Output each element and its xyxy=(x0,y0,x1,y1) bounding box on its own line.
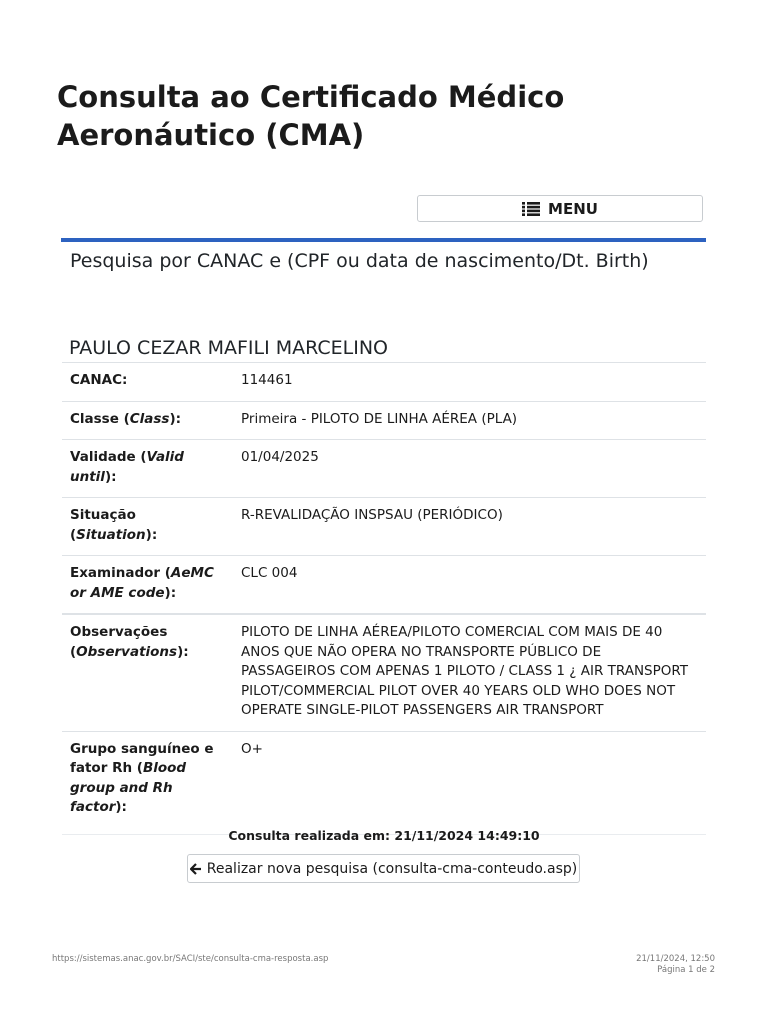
validade-value: 01/04/2025 xyxy=(233,440,706,498)
observacoes-label: Observações (Observations): xyxy=(62,614,233,731)
row-validade xyxy=(62,440,706,498)
search-heading: Pesquisa por CANAC e (CPF ou data de nascimento/Dt. Birth) xyxy=(70,250,649,272)
consult-timestamp: Consulta realizada em: 21/11/2024 14:49:10 xyxy=(228,828,540,843)
section-divider xyxy=(61,238,706,242)
row-classe xyxy=(62,401,706,440)
page-number: Página 1 de 2 xyxy=(657,965,715,975)
grupo-value: O+ xyxy=(233,731,706,834)
menu-button[interactable] xyxy=(417,195,703,222)
menu-label: MENU xyxy=(548,199,598,218)
list-icon xyxy=(522,202,540,216)
row-grupo-sanguineo xyxy=(62,731,706,834)
arrow-left-icon xyxy=(190,863,202,875)
print-datetime: 21/11/2024, 12:50 xyxy=(636,954,715,964)
footer-url: https://sistemas.anac.gov.br/SACI/ste/consulta-cma-resposta.asp xyxy=(52,954,329,964)
row-situacao xyxy=(62,498,706,556)
person-name: PAULO CEZAR MAFILI MARCELINO xyxy=(69,337,389,359)
examinador-value: CLC 004 xyxy=(233,556,706,615)
examinador-label: Examinador (AeMC or AME code): xyxy=(62,556,233,615)
row-examinador xyxy=(62,556,706,615)
grupo-label: Grupo sanguíneo e fator Rh (Blood group and Rh factor): xyxy=(62,731,233,834)
classe-label: Classe (Class): xyxy=(62,401,233,440)
new-search-button[interactable] xyxy=(187,854,580,883)
situacao-value: R-REVALIDAÇÃO INSPSAU (PERIÓDICO) xyxy=(233,498,706,556)
record-table xyxy=(62,362,706,835)
validade-label: Validade (Valid until): xyxy=(62,440,233,498)
row-observacoes xyxy=(62,614,706,731)
new-search-label: Realizar nova pesquisa (consulta-cma-conteudo.asp) xyxy=(206,860,578,877)
canac-label: CANAC: xyxy=(62,363,233,402)
classe-value: Primeira - PILOTO DE LINHA AÉREA (PLA) xyxy=(233,401,706,440)
footer-print-info xyxy=(636,954,715,976)
page-title: Consulta ao Certificado Médico Aeronáutico (CMA) xyxy=(57,80,565,152)
canac-value: 114461 xyxy=(233,363,706,402)
observacoes-value: PILOTO DE LINHA AÉREA/PILOTO COMERCIAL COM MAIS DE 40 ANOS QUE NÃO OPERA NO TRANSPORTE PÚBLICO DE PASSAGEIROS COM APENAS 1 PILOTO / CLASS 1 ¿ AIR TRANSPORT PILOT/COMMERCIAL PILOT OVER 40 YEARS OLD WHO DOES NOT OPERATE SINGLE-PILOT PASSENGERS AIR TRANSPORT xyxy=(233,614,706,731)
situacao-label: Situação (Situation): xyxy=(62,498,233,556)
row-canac xyxy=(62,363,706,402)
